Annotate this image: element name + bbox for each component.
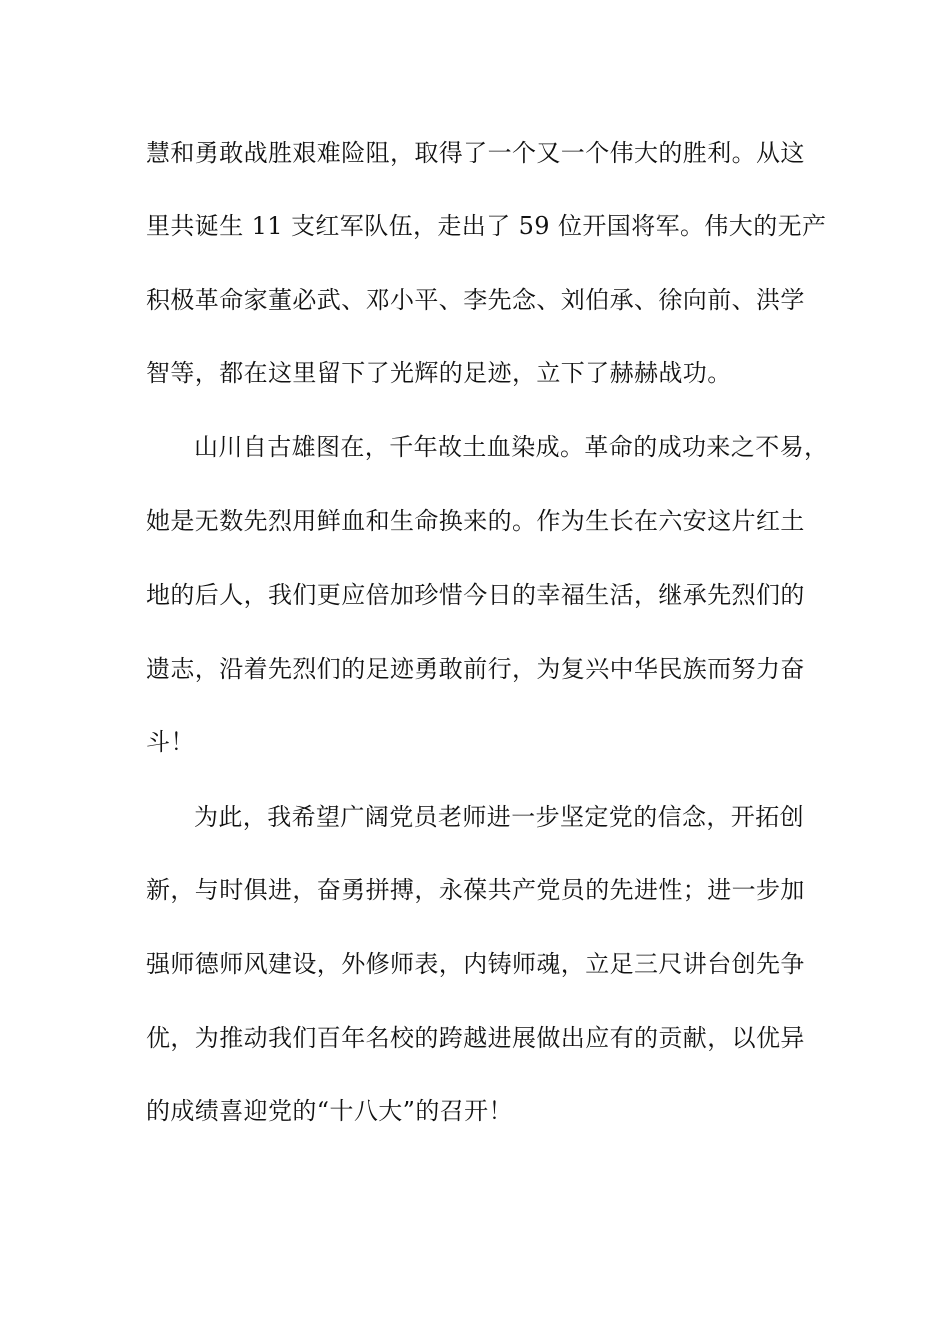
paragraph-first-line: 山川自古雄图在，千年故土血染成。革命的成功来之不易， <box>194 433 829 461</box>
text-line: 斗！ <box>146 728 195 756</box>
text-line: 里共诞生 11 支红军队伍，走出了 59 位开国将军。伟大的无产 <box>146 212 827 240</box>
text-line: 慧和勇敢战胜艰难险阻，取得了一个又一个伟大的胜利。从这 <box>146 139 805 167</box>
text-line: 优，为推动我们百年名校的跨越进展做出应有的贡献，以优异 <box>146 1024 805 1052</box>
text-line: 积极革命家董必武、邓小平、李先念、刘伯承、徐向前、洪学 <box>146 286 805 314</box>
text-line: 遗志，沿着先烈们的足迹勇敢前行，为复兴中华民族而努力奋 <box>146 655 805 683</box>
text-line: 她是无数先烈用鲜血和生命换来的。作为生长在六安这片红土 <box>146 507 805 535</box>
text-line: 强师德师风建设，外修师表，内铸师魂，立足三尺讲台创先争 <box>146 950 805 978</box>
text-line: 的成绩喜迎党的“十八大”的召开！ <box>146 1097 513 1125</box>
paragraph-first-line: 为此，我希望广阔党员老师进一步坚定党的信念，开拓创 <box>194 803 804 831</box>
text-line: 智等，都在这里留下了光辉的足迹，立下了赫赫战功。 <box>146 359 732 387</box>
text-line: 地的后人，我们更应倍加珍惜今日的幸福生活，继承先烈们的 <box>146 581 805 609</box>
text-line: 新，与时俱进，奋勇拼搏，永葆共产党员的先进性；进一步加 <box>146 876 805 904</box>
